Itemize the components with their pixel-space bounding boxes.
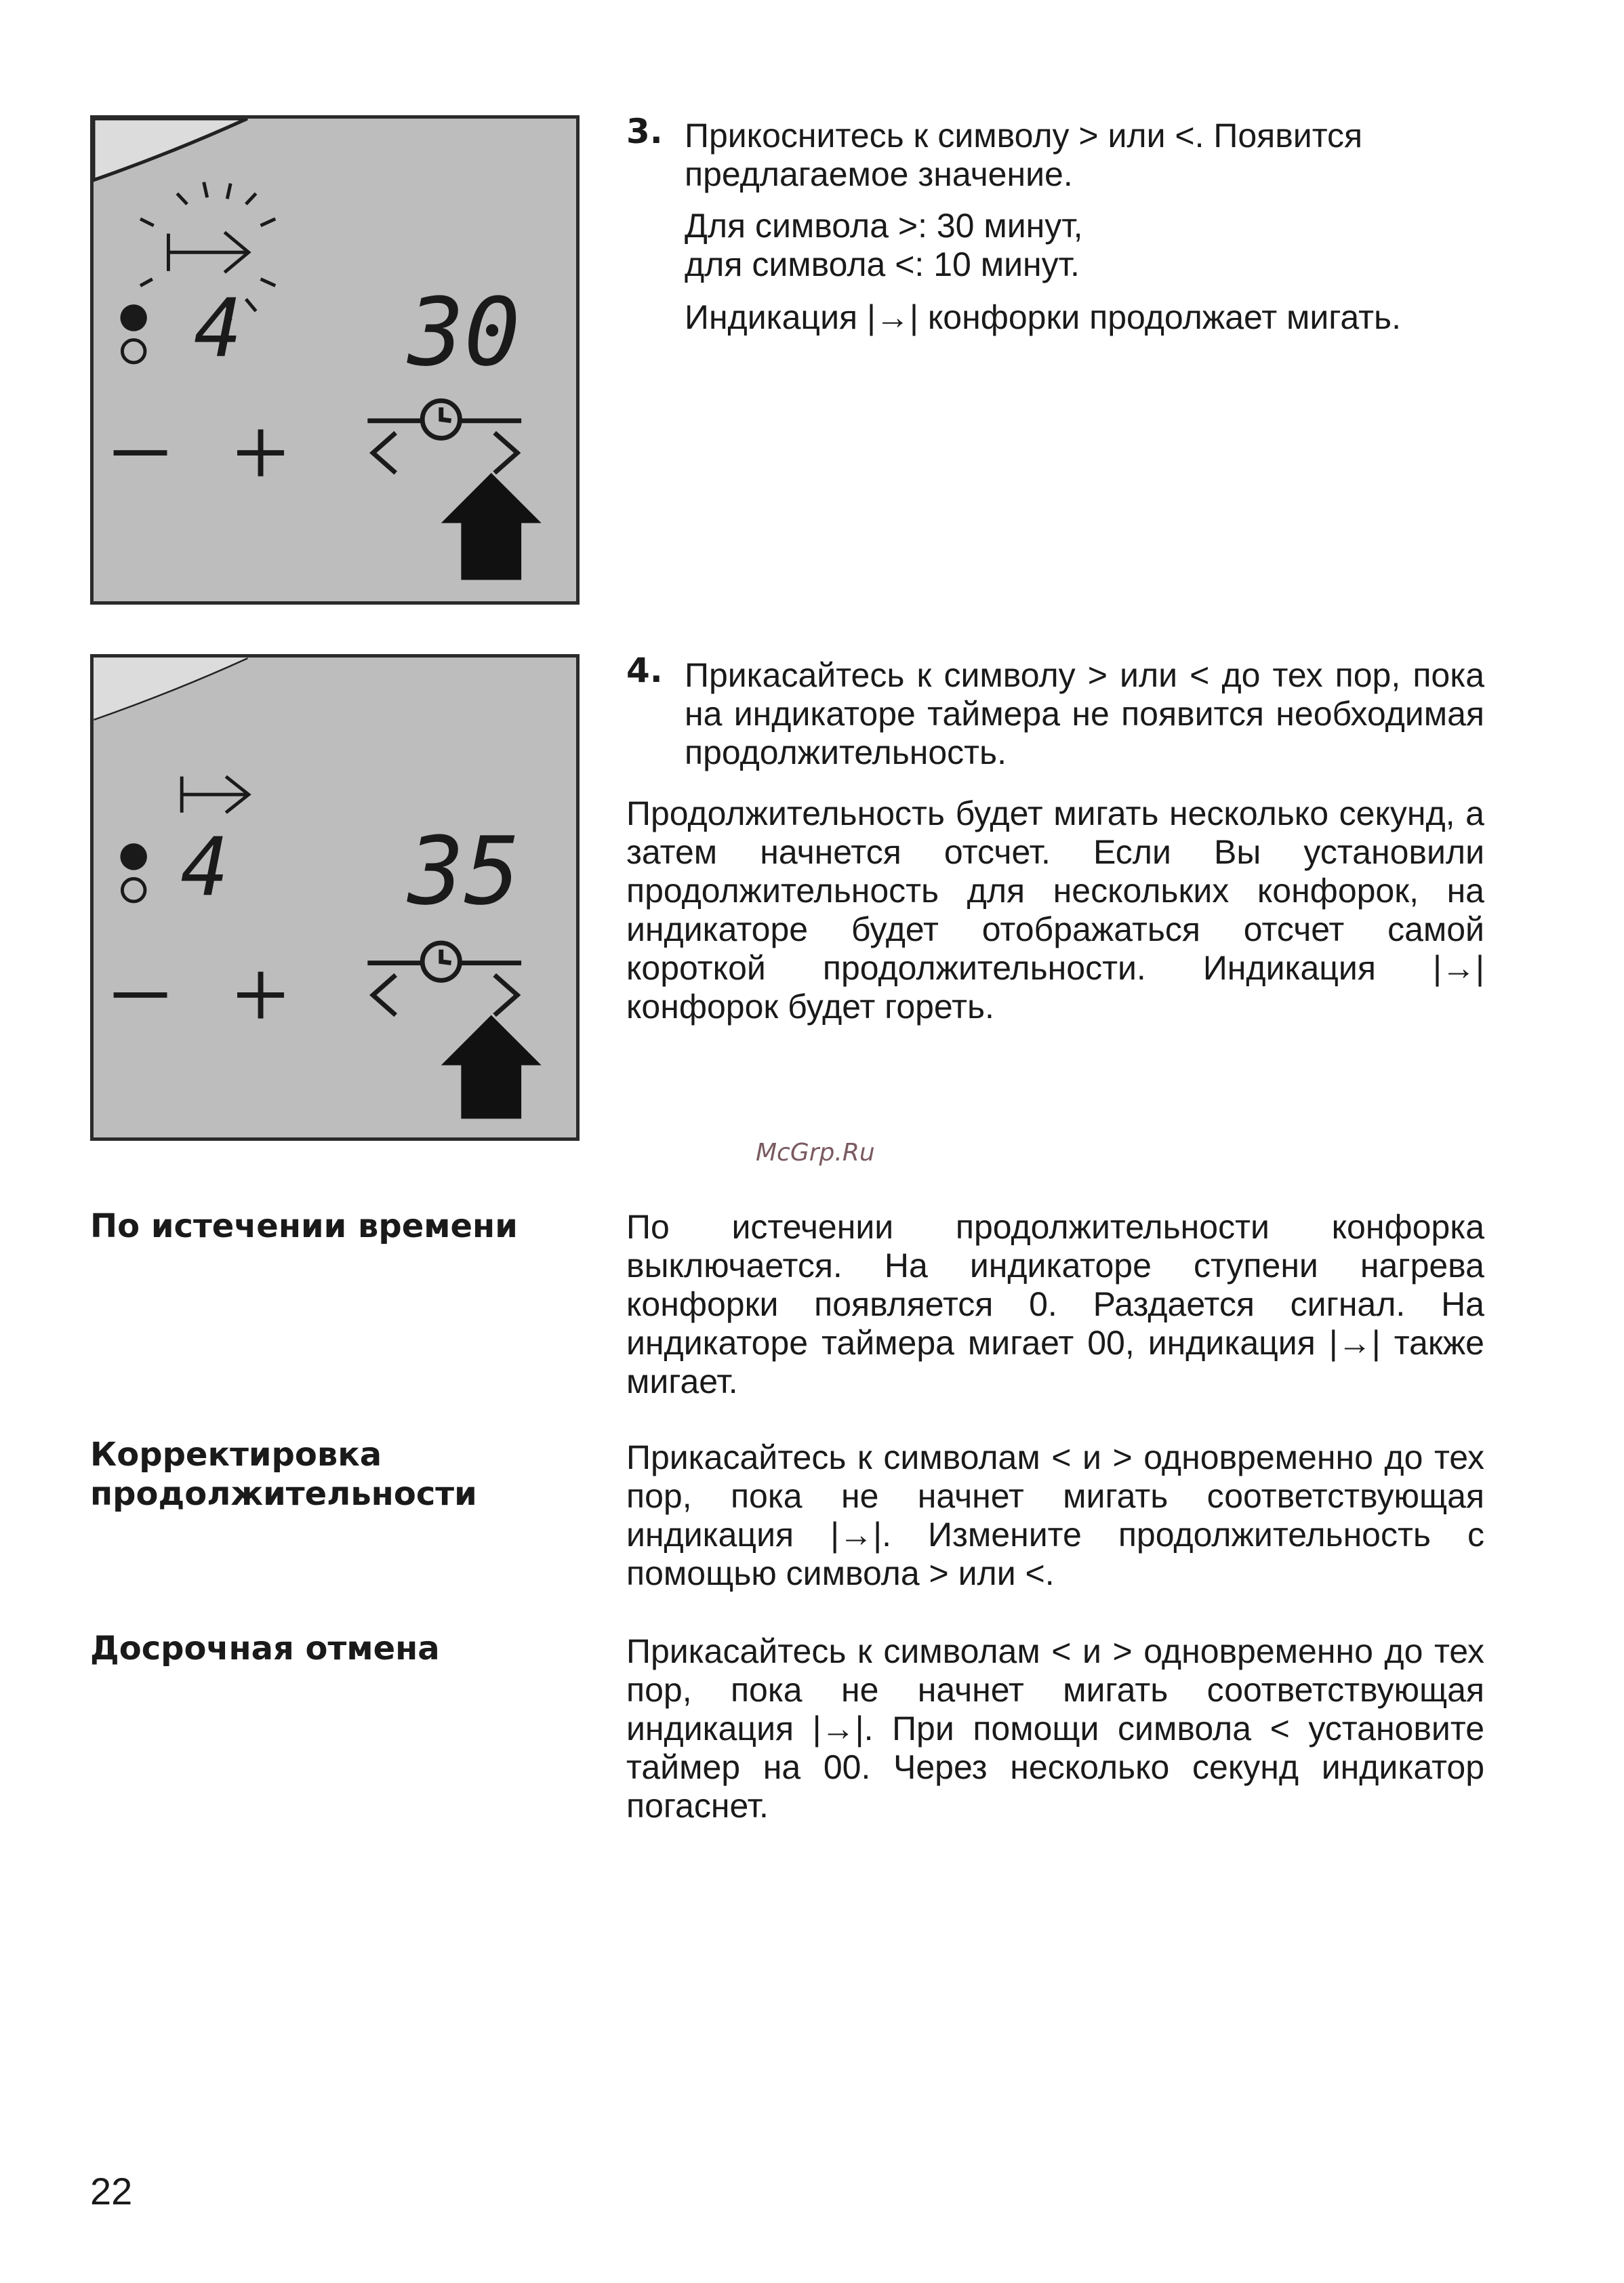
section-heading-cancel: Досрочная отмена (90, 1630, 440, 1668)
step-3-detail-3: Индикация |→| конфорки продолжает мигать. (685, 298, 1401, 336)
plus-icon (237, 430, 284, 477)
inactive-zone-circle-icon (122, 878, 145, 902)
timer-display: 35 (407, 816, 521, 926)
control-panel-illustration-2 (90, 654, 580, 1141)
power-level-display: 4 (180, 820, 229, 914)
section-heading-correction-1: Корректировка (90, 1436, 382, 1474)
step-3-line-2: предлагаемое значение. (685, 155, 1073, 193)
step-4-paragraph: Продолжительность будет мигать несколько секунд, а затем начнется отсчет. Если Вы установили продолжительность для нескольких конфорок, на индикаторе будет отображаться отсчет самой короткой продолжительности. Индикация |→| конфорок будет гореть. (626, 794, 1484, 1026)
active-zone-dot-icon (120, 843, 146, 870)
section-text-cancel: Прикасайтесь к символам < и > одновременно до тех пор, пока не начнет мигать соответствующая индикация |→|. При помощи символа < установите таймер на 00. Через несколько секунд индикатор погаснет. (626, 1632, 1484, 1825)
step-3-detail-1: Для символа >: 30 минут, (685, 207, 1083, 245)
timer-clock-controls-icon (367, 943, 521, 1015)
touch-arrow-icon (441, 473, 542, 580)
section-text-correction: Прикасайтесь к символам < и > одновременно до тех пор, пока не начнет мигать соответствующая индикация |→|. Измените продолжительность с помощью символа > или <. (626, 1438, 1484, 1592)
step-3-detail-2: для символа <: 10 минут. (685, 245, 1080, 283)
section-heading-expiry: По истечении времени (90, 1207, 518, 1245)
plus-icon (237, 971, 284, 1018)
step-3-line-1: Прикоснитесь к символу > или <. Появится (685, 117, 1363, 155)
section-text-expiry: По истечении продолжительности конфорка выключается. На индикаторе ступени нагрева конфорки появляется 0. Раздается сигнал. На индикаторе таймера мигает 00, индикация |→| также мигает. (626, 1208, 1484, 1400)
touch-arrow-icon (441, 1015, 542, 1119)
timer-zone-icon (182, 777, 249, 813)
section-heading-correction-2: продолжительности (90, 1475, 477, 1513)
page-number: 22 (90, 2170, 133, 2213)
timer-display: 30 (407, 277, 521, 387)
inactive-zone-circle-icon (122, 340, 145, 363)
control-panel-illustration-1 (90, 115, 580, 605)
power-level-display: 4 (193, 281, 243, 376)
timer-clock-controls-icon (367, 401, 521, 473)
step-4-text: Прикасайтесь к символу > или < до тех пор, пока на индикаторе таймера не появится необходимая продолжительность. (685, 656, 1484, 771)
active-zone-dot-icon (120, 304, 146, 331)
watermark: McGrp.Ru (756, 1139, 875, 1167)
step-number-4: 4. (626, 651, 663, 690)
step-number-3: 3. (626, 112, 663, 151)
